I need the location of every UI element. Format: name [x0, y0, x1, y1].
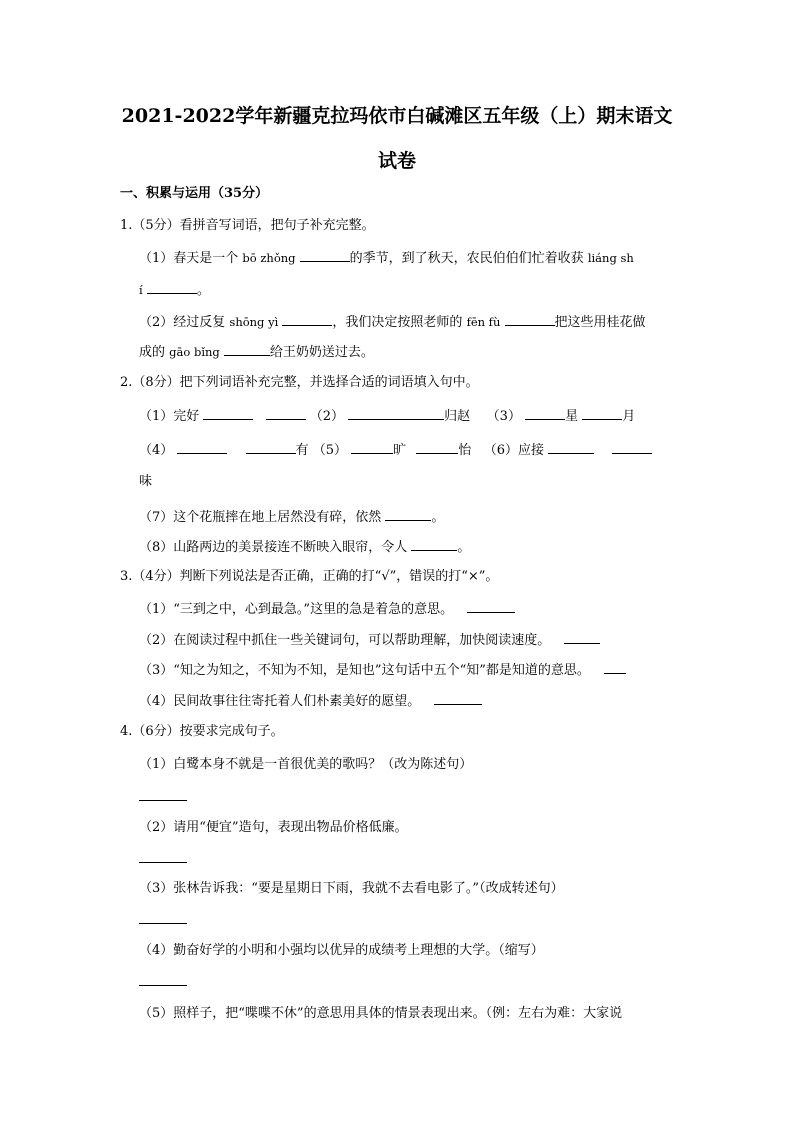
answer-blank[interactable]: [246, 441, 296, 454]
pinyin: fēn fù: [466, 315, 501, 329]
text: （4）民间故事往往寄托着人们朴素美好的愿望。: [139, 694, 421, 709]
answer-blank[interactable]: [147, 281, 197, 294]
question-4-item-2: （2）请用“便宜”造句，表现出物品价格低廉。: [139, 820, 408, 835]
question-4-item-3: （3）张林告诉我：“要是星期日下雨，我就不去看电影了。”（改成转述句）: [139, 881, 564, 896]
question-2-stem: 2.（8分）把下列词语补充完整，并选择合适的词语填入句中。: [120, 375, 479, 390]
text: 给王奶奶送过去。: [269, 345, 374, 360]
answer-line[interactable]: [139, 911, 187, 930]
text: 怡: [458, 443, 472, 458]
answer-blank[interactable]: [351, 441, 393, 454]
text: 把这些用桂花做: [554, 315, 646, 330]
text: （5）: [312, 443, 347, 458]
text: （1）“三到之中，心到最急。”这里的急是着急的意思。: [139, 602, 454, 617]
answer-blank[interactable]: [411, 538, 457, 551]
pinyin: liáng sh: [587, 251, 634, 265]
answer-blank[interactable]: [203, 407, 253, 420]
question-2-sentence-8: [139, 538, 470, 557]
question-3-statement-3: [139, 661, 626, 680]
answer-blank[interactable]: [564, 631, 600, 644]
question-1-sentence-1-cont: [139, 281, 210, 300]
text: （7）这个花瓶摔在地上居然没有碎，依然: [139, 510, 382, 525]
text: （2）: [309, 409, 344, 424]
text: 的季节，到了秋天，农民伯伯们忙着收获: [349, 251, 584, 266]
answer-line[interactable]: [139, 788, 187, 807]
pinyin: gāo bǐng: [169, 345, 220, 359]
text: 成的: [139, 345, 166, 360]
text: （1）完好: [139, 409, 200, 424]
question-4-item-5: （5）照样子，把“喋喋不休”的意思用具体的情景表现出来。（例：左右为难：大家说: [139, 1006, 623, 1021]
answer-blank[interactable]: [282, 313, 332, 326]
answer-line[interactable]: [139, 973, 187, 992]
text: （1）春天是一个: [139, 251, 239, 266]
answer-blank[interactable]: [177, 441, 227, 454]
question-2-row-1: [139, 407, 679, 426]
question-1-sentence-1: [139, 249, 634, 268]
question-2-row-2: [139, 441, 652, 460]
answer-blank[interactable]: [385, 508, 431, 521]
answer-blank[interactable]: [467, 600, 515, 613]
text: （2）在阅读过程中抓住一些关键词句，可以帮助理解，加快阅读速度。: [139, 633, 551, 648]
exam-title-line2: 试卷: [377, 150, 416, 172]
answer-blank[interactable]: [525, 407, 565, 420]
text: （2）经过反复: [139, 315, 226, 330]
text: （8）山路两边的美景接连不断映入眼帘，令人: [139, 540, 408, 555]
question-1-stem: 1.（5分）看拼音写词语，把句子补充完整。: [120, 218, 375, 233]
text: 星: [565, 409, 579, 424]
question-4-item-1: （1）白鹭本身不就是一首很优美的歌吗？（改为陈述句）: [139, 757, 473, 772]
question-1-sentence-2-cont: [139, 343, 374, 362]
pinyin: bō zhǒng: [242, 251, 296, 265]
answer-blank[interactable]: [348, 407, 444, 420]
question-3-statement-2: [139, 631, 600, 650]
question-1-sentence-2: [139, 313, 646, 332]
pinyin: í: [139, 283, 143, 297]
exam-title-line1: 2021-2022学年新疆克拉玛依市白碱滩区五年级（上）期末语文: [121, 105, 673, 127]
answer-blank[interactable]: [300, 249, 350, 262]
text: 月: [622, 409, 636, 424]
answer-blank[interactable]: [224, 343, 270, 356]
answer-blank[interactable]: [612, 441, 652, 454]
question-2-row-3: 味: [139, 474, 153, 489]
section-heading: 一、积累与运用（35分）: [120, 186, 269, 201]
answer-line[interactable]: [139, 850, 187, 869]
question-4-item-4: （4）勤奋好学的小明和小强均以优异的成绩考上理想的大学。（缩写）: [139, 943, 544, 958]
text: 有: [295, 443, 309, 458]
answer-blank[interactable]: [604, 661, 626, 674]
answer-blank[interactable]: [505, 313, 555, 326]
text: （6）应接: [483, 443, 544, 458]
text: 归赵: [444, 409, 471, 424]
question-2-sentence-7: [139, 508, 444, 527]
text: （4）: [139, 443, 174, 458]
answer-blank[interactable]: [416, 441, 458, 454]
question-4-stem: 4.（6分）按要求完成句子。: [120, 724, 284, 739]
question-3-stem: 3.（4分）判断下列说法是否正确，正确的打“√”，错误的打“×”。: [120, 569, 499, 584]
question-3-statement-4: [139, 692, 482, 711]
answer-blank[interactable]: [548, 441, 594, 454]
text: （3）: [486, 409, 521, 424]
answer-blank[interactable]: [434, 692, 482, 705]
text: 。: [431, 510, 445, 525]
text: （3）“知之为知之，不知为不知，是知也”这句话中五个“知”都是知道的意思。: [139, 663, 590, 678]
pinyin: shōng yì: [229, 315, 279, 329]
answer-blank[interactable]: [582, 407, 622, 420]
text: ，我们决定按照老师的: [332, 315, 463, 330]
question-3-statement-1: [139, 600, 515, 619]
text: 旷: [393, 443, 407, 458]
answer-blank[interactable]: [266, 407, 306, 420]
text: 。: [196, 283, 210, 298]
text: 。: [457, 540, 471, 555]
